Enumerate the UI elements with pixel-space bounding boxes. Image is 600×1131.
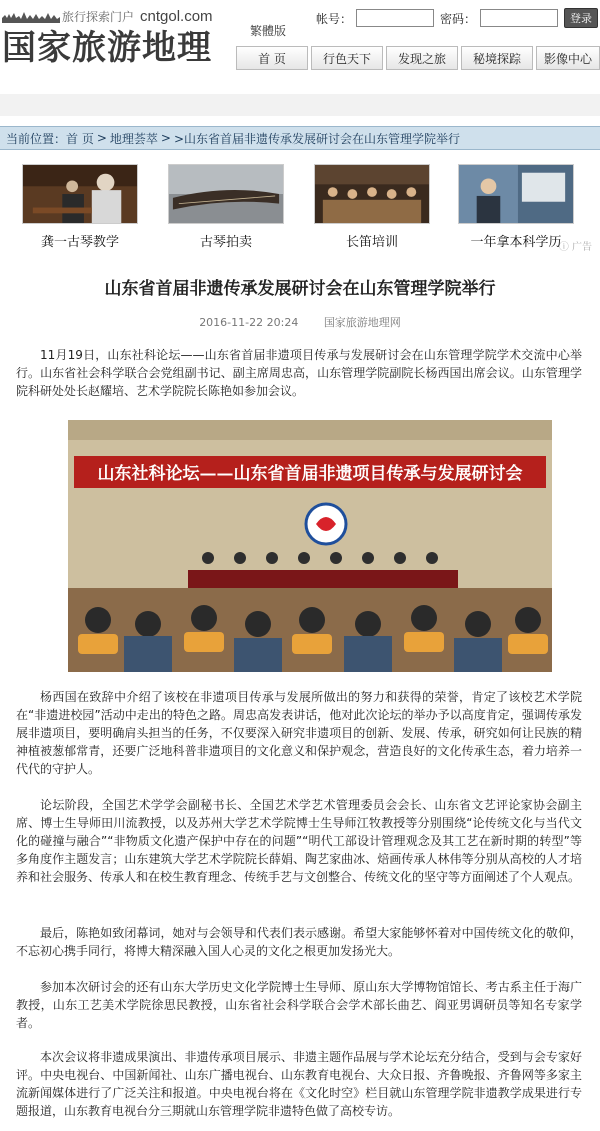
login-form xyxy=(316,8,598,28)
password-input[interactable] xyxy=(480,9,558,27)
ad-label: ⓘ 广告 xyxy=(558,242,592,253)
conference-scene-image xyxy=(68,420,552,672)
account-label: 帐号： xyxy=(316,11,353,26)
graduate-photo xyxy=(458,164,574,224)
site-name: 国家旅游地理 xyxy=(2,28,212,68)
nav-discovery[interactable]: 发现之旅 xyxy=(386,46,458,70)
travelers-silhouette-icon xyxy=(2,9,60,23)
breadcrumb-current: >山东省首届非遗传承发展研讨会在山东管理学院举行 xyxy=(173,131,461,146)
thumb-guqin-lesson[interactable] xyxy=(22,164,138,250)
article-paragraph: 11月19日，山东社科论坛——山东省首届非遗项目传承与发展研讨会在山东管理学院学术交流中心举行。山东省社会科学联合会党组副书记、副主席周忠高，山东管理学院副院长杨西国出席会议。山东管理学院科研处处长赵耀培、艺术学院院长陈艳如参加会议。 xyxy=(16,348,582,398)
breadcrumb-separator: > xyxy=(96,131,107,145)
breadcrumb-prefix: 当前位置： xyxy=(6,131,67,146)
nav-image-center[interactable]: 影像中心 xyxy=(536,46,600,70)
password-label: 密码： xyxy=(440,11,477,26)
article-paragraph: 论坛阶段，全国艺术学学会副秘书长、全国艺术学艺术管理委员会会长、山东省文艺评论家协会副主席、博士生导师田川流教授，以及苏州大学艺术学院博士生导师江牧教授等分别围绕“论传统文化与当代文化的碰撞与融合”“非物质文化遗产保护中存在的问题”“明代工部设计管理观念及其工艺在新时期的转型”等多角度作主题发言；山东建筑大学艺术学院院长薛娟、陶艺家曲冰、焙画传承人林伟等分别从高校的人才培养和社会服务、传承人和在校生教育理念、传统手艺与文创整合、传统文化的坚守等方面阐述了个人观点。 xyxy=(16,798,582,884)
conference-photo xyxy=(68,420,552,672)
breadcrumb-section-link[interactable]: 地理荟萃 xyxy=(109,131,158,146)
article-paragraph: 杨西国在致辞中介绍了该校在非遗项目传承与发展所做出的努力和获得的荣誉，肯定了该校艺术学院在“非遗进校园”活动中走出的特色之路。周忠高发表讲话，他对此次论坛的举办予以高度肯定，强调传承发展非遗项目，要明确肩头担当的任务，不仅要深入研究非遗项目的创新、发展、传承，研究如何让民族的精神植被葱郁常青，还要广泛地科普非遗项目的文化意义和保护观念，营造良好的文化传承生态，着力培养一代代的守护人。 xyxy=(16,690,582,776)
thumb-guqin-auction[interactable] xyxy=(168,164,284,250)
site-logo[interactable] xyxy=(2,6,216,68)
thumb-caption: 一年拿本科学历 xyxy=(470,235,562,250)
thumb-bachelor-degree[interactable] xyxy=(458,164,574,250)
account-input[interactable] xyxy=(356,9,434,27)
article-paragraph: 参加本次研讨会的还有山东大学历史文化学院博士生导师、原山东大学博物馆馆长、考古系主任于海广教授，山东工艺美术学院徐思民教授，山东省社会科学联合会学术部长曲艺、阎亚男调研员等知名专家学者。 xyxy=(16,980,582,1030)
login-button[interactable]: 登录 xyxy=(564,8,598,28)
breadcrumb-separator: > xyxy=(160,131,171,145)
article-paragraph: 本次会议将非遗成果演出、非遗传承项目展示、非遗主题作品展与学术论坛充分结合，受到与会专家好评。中央电视台、中国新闻社、山东广播电视台、山东教育电视台、大众日报、齐鲁晚报、齐鲁网等多家主流新闻媒体进行了广泛关注和报道。中央电视台将在《文化时空》栏目就山东管理学院非遗教学成果进行专题报道，山东教育电视台分三期就山东管理学院非遗特色做了高校专访。 xyxy=(16,1050,582,1118)
guqin-teacher-photo xyxy=(22,164,138,224)
site-tagline: 旅行探索门户 xyxy=(62,9,135,24)
article-paragraph: 最后，陈艳如致闭幕词，她对与会领导和代表们表示感谢。希望大家能够怀着对中国传统文化的敬仰，不忘初心携手同行，将博大精深融入国人心灵的文化之根更加发扬光大。 xyxy=(16,926,582,958)
article-meta xyxy=(0,314,600,330)
conference-banner-text: 山东社科论坛——山东省首届非遗项目传承与发展研讨会 xyxy=(97,464,523,484)
thumb-caption: 龚一古琴教学 xyxy=(40,235,119,250)
thumb-caption: 古琴拍卖 xyxy=(199,235,252,250)
banner-strip xyxy=(0,94,600,116)
thumb-flute-training[interactable] xyxy=(314,164,430,250)
ad-thumbnails xyxy=(22,164,592,253)
ad-label-text: 广告 xyxy=(572,242,592,253)
traditional-chinese-link[interactable]: 繁體版 xyxy=(250,24,287,38)
article-date: 2016-11-22 20:24 xyxy=(199,316,299,329)
breadcrumb-home-link[interactable]: 首 页 xyxy=(66,131,94,146)
nav-travel-world[interactable]: 行色天下 xyxy=(311,46,383,70)
site-domain: cntgol.com xyxy=(140,7,213,25)
article-source: 国家旅游地理网 xyxy=(323,316,401,329)
breadcrumb xyxy=(0,126,600,150)
guqin-instrument-photo xyxy=(168,164,284,224)
nav-secret-places[interactable]: 秘境探踪 xyxy=(461,46,533,70)
flute-orchestra-photo xyxy=(314,164,430,224)
thumb-caption: 长笛培训 xyxy=(345,235,398,250)
article-title: 山东省首届非遗传承发展研讨会在山东管理学院举行 xyxy=(104,279,496,299)
main-nav xyxy=(236,46,600,70)
logo-top-row xyxy=(2,6,213,26)
nav-home[interactable]: 首 页 xyxy=(236,46,308,70)
site-header xyxy=(0,0,600,72)
